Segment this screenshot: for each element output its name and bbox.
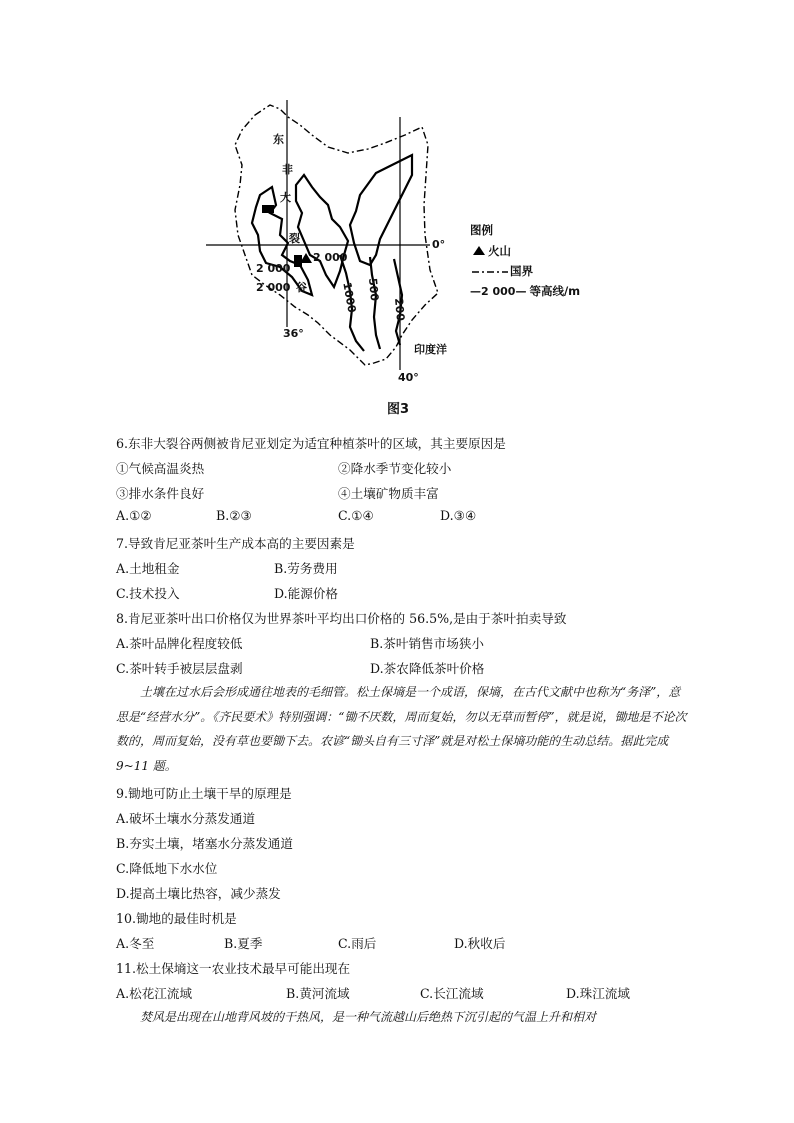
- reading-passage-2: 焚风是出现在山地背风坡的干热风，是一种气流越山后绝热下沉引起的气温上升和相对: [140, 1010, 597, 1024]
- longitude-36-label: 36°: [283, 327, 304, 340]
- q9-stem: 9.锄地可防止土壤干旱的原理是: [116, 786, 292, 801]
- q6-option-b[interactable]: B.②③: [216, 508, 252, 523]
- q6-stem: 6.东非大裂谷两侧被肯尼亚划定为适宜种植茶叶的区域，其主要原因是: [116, 436, 506, 451]
- rift-label-2: 非: [282, 163, 293, 176]
- q7-option-c[interactable]: C.技术投入: [116, 586, 180, 601]
- q10-option-a[interactable]: A.冬至: [116, 936, 155, 951]
- rift-label-4: 裂: [289, 232, 300, 245]
- legend-title: 图例: [470, 223, 493, 237]
- q6-option-d[interactable]: D.③④: [440, 508, 477, 523]
- rift-mark: [294, 255, 302, 267]
- national-border: [235, 105, 438, 365]
- latitude-0-label: 0°: [432, 238, 446, 251]
- contour-500: [370, 257, 380, 349]
- q10-option-d[interactable]: D.秋收后: [454, 936, 506, 951]
- q8-stem: 8.肯尼亚茶叶出口价格仅为世界茶叶平均出口价格的 56.5%,是由于茶叶拍卖导致: [116, 611, 567, 626]
- contour-north: [350, 155, 412, 265]
- q6-option-c[interactable]: C.①④: [338, 508, 374, 523]
- q11-option-d[interactable]: D.珠江流域: [566, 986, 631, 1001]
- contour-label: 2 000: [313, 251, 348, 264]
- q8-option-d[interactable]: D.茶农降低茶叶价格: [370, 661, 485, 676]
- q10-option-b[interactable]: B.夏季: [224, 936, 263, 951]
- rift-label-1: 东: [273, 133, 284, 146]
- q11-option-c[interactable]: C.长江流域: [420, 986, 484, 1001]
- q9-option-b[interactable]: B.夯实土壤，堵塞水分蒸发通道: [116, 836, 293, 851]
- q9-option-d[interactable]: D.提高土壤比热容，减少蒸发: [116, 886, 281, 901]
- rift-label-3: 大: [280, 191, 291, 204]
- q7-option-a[interactable]: A.土地租金: [116, 561, 180, 576]
- q7-option-d[interactable]: D.能源价格: [274, 586, 339, 601]
- rift-mark: [262, 205, 274, 213]
- q9-option-a[interactable]: A.破坏土壤水分蒸发通道: [116, 811, 256, 826]
- contour-label: 200: [392, 297, 407, 322]
- q8-option-b[interactable]: B.茶叶销售市场狭小: [370, 636, 485, 651]
- q7-stem: 7.导致肯尼亚茶叶生产成本高的主要因素是: [116, 536, 355, 551]
- longitude-40-label: 40°: [398, 371, 419, 384]
- border-line-icon: [470, 264, 510, 278]
- q6-option-a[interactable]: A.①②: [116, 508, 152, 523]
- q6-item-4: ④土壤矿物质丰富: [338, 486, 439, 501]
- legend-contour-label: 等高线/m: [529, 284, 581, 298]
- q8-option-a[interactable]: A.茶叶品牌化程度较低: [116, 636, 243, 651]
- legend-volcano: [470, 241, 580, 261]
- q10-stem: 10.锄地的最佳时机是: [116, 911, 237, 926]
- figure-3: [200, 95, 600, 425]
- contour-label: 2 000: [256, 281, 291, 294]
- legend-volcano-label: 火山: [488, 244, 511, 258]
- q7-option-b[interactable]: B.劳务费用: [274, 561, 338, 576]
- reading-passage: 土壤在过水后会形成通往地表的毛细管。松土保墒是一个成语，保墒，在古代文献中也称为“务泽”，意思是“经营水分”。《齐民要术》特别强调：“锄不厌数，周而复始，勿以无草而暂停”，就是说，锄地是不论次数的，周而复始，没有草也要锄下去。农谚“锄头自有三寸泽”就是对松土保墒功能的生动总结。据此完成 9~11 题。: [116, 685, 687, 773]
- q9-option-c[interactable]: C.降低地下水水位: [116, 861, 218, 876]
- q11-option-a[interactable]: A.松花江流域: [116, 986, 193, 1001]
- q6-item-2: ②降水季节变化较小: [338, 461, 452, 476]
- q6-item-1: ①气候高温炎热: [116, 461, 205, 476]
- volcano-icon: [470, 244, 488, 258]
- legend-border-label: 国界: [510, 264, 533, 278]
- legend-contour: — 2 000 — 等高线/m: [470, 284, 581, 298]
- legend-contour-sample: 2 000: [481, 284, 516, 298]
- ocean-label: 印度洋: [414, 343, 447, 356]
- figure-caption: 图3: [387, 402, 410, 417]
- legend-border: [470, 261, 580, 281]
- rift-label-5: 谷: [296, 281, 307, 294]
- q11-option-b[interactable]: B.黄河流域: [286, 986, 350, 1001]
- contour-label: 2 000: [256, 262, 291, 275]
- q8-option-c[interactable]: C.茶叶转手被层层盘剥: [116, 661, 243, 676]
- q11-stem: 11.松土保墒这一农业技术最早可能出现在: [116, 961, 351, 976]
- contour-label: 500: [366, 277, 381, 302]
- q10-option-c[interactable]: C.雨后: [338, 936, 377, 951]
- q6-item-3: ③排水条件良好: [116, 486, 205, 501]
- map-legend: [470, 219, 580, 301]
- contour-label: 1000: [340, 281, 359, 314]
